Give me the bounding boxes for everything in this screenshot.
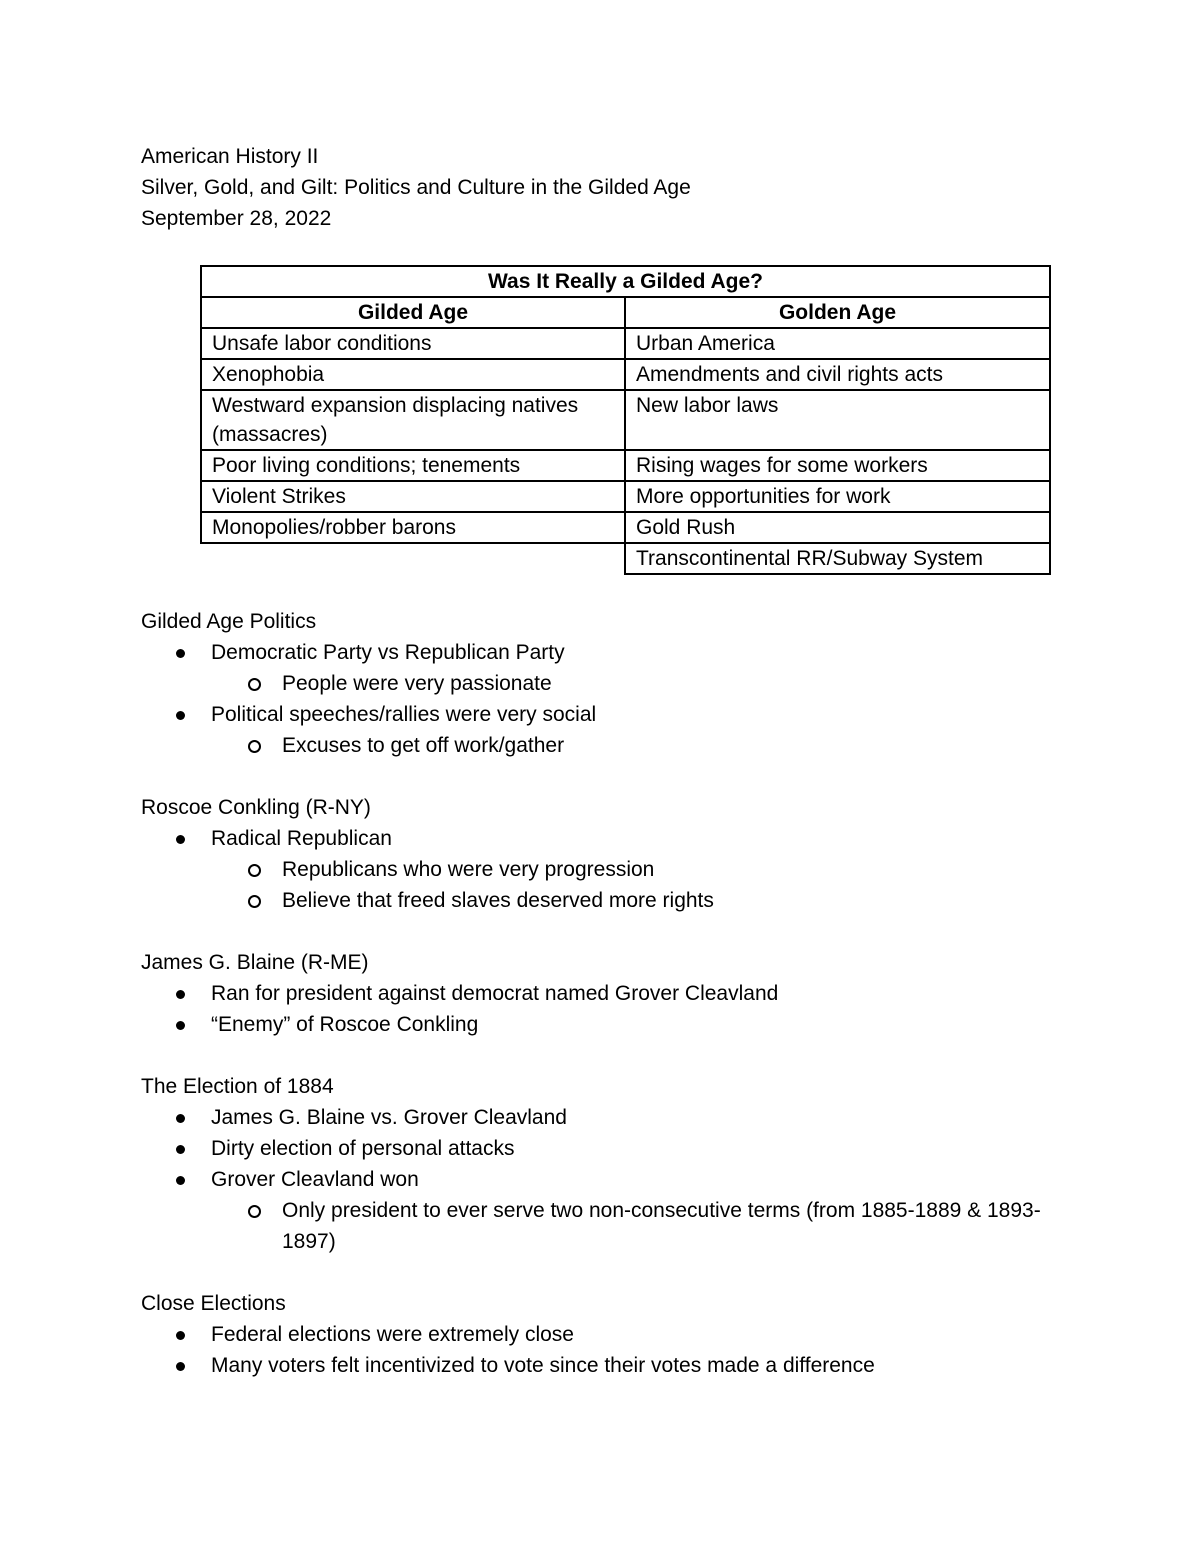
section-gilded-age-politics [141,606,1061,761]
table-cell: Unsafe labor conditions [201,328,625,359]
table-row [201,543,1050,574]
table-cell: Xenophobia [201,359,625,390]
document-page [141,141,1061,1381]
section-close-elections [141,1288,1061,1381]
section-james-blaine [141,947,1061,1040]
sub-list-item [141,1195,1061,1257]
bullet-dot-icon [176,649,185,658]
sub-list-item [141,730,1061,761]
list-item [141,1319,1061,1350]
list-item-text: Dirty election of personal attacks [211,1137,515,1160]
section-title: Close Elections [141,1292,286,1315]
bullet-dot-icon [176,1021,185,1030]
table-cell: Monopolies/robber barons [201,512,625,543]
section-roscoe-conkling [141,792,1061,916]
column-header-golden: Golden Age [625,297,1050,328]
table-cell: More opportunities for work [625,481,1050,512]
bullet-dot-icon [176,1331,185,1340]
table-row [201,450,1050,481]
bullet-list [141,978,1061,1040]
bullet-circle-icon [248,1205,261,1218]
bullet-dot-icon [176,990,185,999]
section-title: The Election of 1884 [141,1075,334,1098]
list-item [141,1133,1061,1164]
list-item-text: Federal elections were extremely close [211,1323,574,1346]
table-cell: Violent Strikes [201,481,625,512]
list-item-text: Democratic Party vs Republican Party [211,641,565,664]
section-title: Gilded Age Politics [141,610,317,633]
table-cell: Poor living conditions; tenements [201,450,625,481]
list-item-text: “Enemy” of Roscoe Conkling [211,1013,479,1036]
table-cell: Westward expansion displacing natives (massacres) [201,390,625,450]
bullet-dot-icon [176,1145,185,1154]
sub-list-item-text: Republicans who were very progression [282,858,655,881]
bullet-circle-icon [248,678,261,691]
sub-list-item [141,854,1061,885]
table-row [201,481,1050,512]
comparison-table-wrapper [200,265,1049,575]
sub-list-item [141,885,1061,916]
list-item-text: Many voters felt incentivized to vote since their votes made a difference [211,1354,875,1377]
table-row [201,328,1050,359]
table-cell: Urban America [625,328,1050,359]
bullet-circle-icon [248,895,261,908]
bullet-dot-icon [176,835,185,844]
table-cell-empty [201,543,625,574]
list-item-text: Political speeches/rallies were very social [211,703,597,726]
sub-bullet-list [211,668,1061,699]
bullet-dot-icon [176,1114,185,1123]
table-cell: Rising wages for some workers [625,450,1050,481]
list-item-text: Grover Cleavland won [211,1168,419,1191]
section-title: Roscoe Conkling (R-NY) [141,796,371,819]
table-title-row [201,266,1050,297]
bullet-dot-icon [176,1176,185,1185]
column-header-gilded: Gilded Age [201,297,625,328]
sub-bullet-list [211,854,1061,916]
list-item [141,978,1061,1009]
table-cell: Gold Rush [625,512,1050,543]
table-header-row [201,297,1050,328]
sub-list-item-text: Only president to ever serve two non-consecutive terms (from 1885-1889 & 1893-1897) [282,1199,1041,1253]
list-item [141,1009,1061,1040]
bullet-list [141,1319,1061,1381]
table-cell: New labor laws [625,390,1050,450]
bullet-dot-icon [176,1362,185,1371]
bullet-list [141,823,1061,916]
lecture-date: September 28, 2022 [141,207,332,230]
section-election-1884 [141,1071,1061,1257]
list-item-text: Radical Republican [211,827,392,850]
bullet-dot-icon [176,711,185,720]
sub-list-item-text: Believe that freed slaves deserved more rights [282,889,714,912]
bullet-list [141,637,1061,761]
table-row [201,390,1050,450]
list-item-text: James G. Blaine vs. Grover Cleavland [211,1106,567,1129]
list-item [141,699,1061,761]
bullet-circle-icon [248,740,261,753]
table-row [201,359,1050,390]
list-item [141,1164,1061,1257]
lecture-title: Silver, Gold, and Gilt: Politics and Culture in the Gilded Age [141,176,691,199]
table-cell: Amendments and civil rights acts [625,359,1050,390]
sub-list-item [141,668,1061,699]
sub-list-item-text: Excuses to get off work/gather [282,734,565,757]
list-item [141,1350,1061,1381]
table-cell: Transcontinental RR/Subway System [625,543,1050,574]
table-row [201,512,1050,543]
sub-bullet-list [211,730,1061,761]
comparison-table [200,265,1051,575]
sub-bullet-list [211,1195,1061,1257]
course-name: American History II [141,145,319,168]
bullet-circle-icon [248,864,261,877]
list-item [141,1102,1061,1133]
bullet-list [141,1102,1061,1257]
table-title: Was It Really a Gilded Age? [201,266,1050,297]
section-title: James G. Blaine (R-ME) [141,951,369,974]
list-item [141,823,1061,916]
list-item [141,637,1061,699]
list-item-text: Ran for president against democrat named Grover Cleavland [211,982,779,1005]
sub-list-item-text: People were very passionate [282,672,552,695]
